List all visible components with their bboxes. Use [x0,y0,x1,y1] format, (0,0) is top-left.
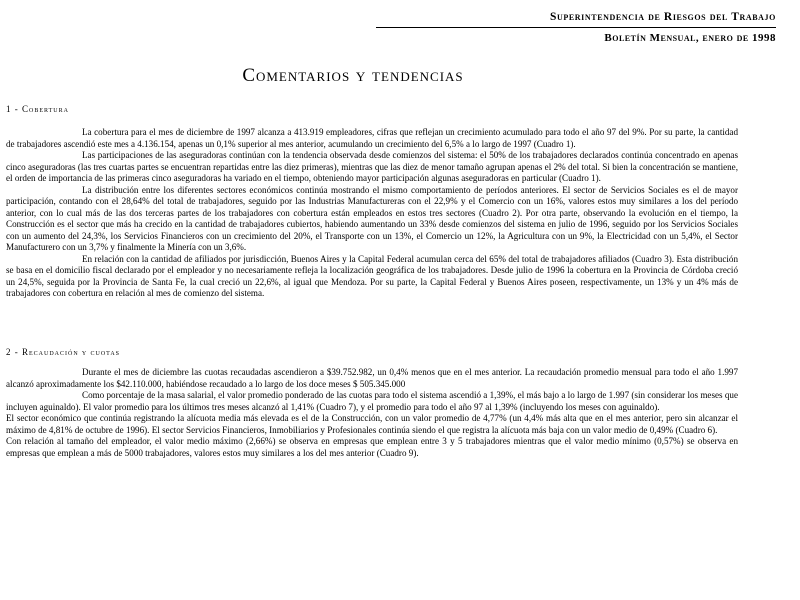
paragraph: Con relación al tamaño del empleador, el valor medio máximo (2,66%) se observa en empresas que emplean entre 3 y 5 trabajadores mientras que el valor medio mínimo (0,57%) se observa en empresas que emplean a más de 5000 trabajadores, valores estos muy similares a los del mes anterior (Cuadro 9). [6,436,738,458]
paragraph: Como porcentaje de la masa salarial, el valor promedio ponderado de las cuotas para todo el sistema ascendió a 1,39%, el más bajo a lo largo de 1.997 (sin considerar los meses que incluyen aguinaldo). El valor promedio para los últimos tres meses alcanzó al 1,41% (Cuadro 7), y el promedio para todo el año 97 al 1,39% (incluyendo los meses con aguinaldo). [6,390,738,412]
bulletin-issue: Boletín Mensual, enero de 1998 [604,32,776,44]
section-heading-recaudacion: 2 - Recaudación y cuotas [6,347,121,357]
page-title: Comentarios y tendencias [242,65,464,86]
section-heading-cobertura: 1 - Cobertura [6,104,69,114]
section-body-recaudacion [6,367,738,459]
organization-name: Superintendencia de Riesgos del Trabajo [550,11,776,23]
header [376,10,776,45]
paragraph: El sector económico que continúa registrando la alícuota media más elevada es el de la Construcción, con un valor promedio de 4,77% (un 4,4% más alta que en el mes anterior, pero sin alcanzar el máximo de 4,81% de octubre de 1996). El sector Servicios Financieros, Inmobiliarios y Profesionales continúa siendo el que registra la alícuota más baja con un valor medio de 0,49% (Cuadro 6). [6,413,738,435]
header-divider [376,27,776,28]
paragraph: En relación con la cantidad de afiliados por jurisdicción, Buenos Aires y la Capital Federal acumulan cerca del 65% del total de trabajadores afiliados (Cuadro 3). Esta distribución se basa en el domicilio fiscal declarado por el empleador y no necesariamente refleja la localización geográfica de los trabajadores. Desde julio de 1996 la cobertura en la Provincia de Córdoba creció un 24,5%, seguida por la Provincia de Santa Fe, la cual creció un 22,6%, al igual que Mendoza. Por su parte, la Capital Federal y Buenos Aires poseen, respectivamente, un 13% y un 4% más de trabajadores con cobertura en relación al mes de comienzo del sistema. [6,253,738,298]
paragraph: La distribución entre los diferentes sectores económicos continúa mostrando el mismo comportamiento de períodos anteriores. El sector de Servicios Sociales es el de mayor participación, contando con el 28,64% del total de trabajadores, seguido por las Industrias Manufactureras con el 22,9% y el Comercio con un 16%, valores estos muy similares a los del período anterior, con lo cual más de las dos terceras partes de los trabajadores con cobertura están empleados en estos tres sectores (Cuadro 2). Por otra parte, observando la evolución en el tiempo, la Construcción es el sector que más ha crecido en la cantidad de trabajadores cubiertos, habiendo aumentando un 33% desde comienzos del sistema en julio de 1996, seguido por los Servicios Sociales con un aumento del 24,3%, los Servicios Financieros con un crecimiento del 20%, el Transporte con un 13%, el Comercio un 12%, la Agricultura con un 9%, la Electricidad con un 5,4%, el Sector Manufacturero con un 3,7% y finalmente la Minería con un 3,6%. [6,184,738,252]
paragraph: Durante el mes de diciembre las cuotas recaudadas ascendieron a $39.752.982, un 0,4% menos que en el mes anterior. La recaudación promedio mensual para todo el año 1.997 alcanzó aproximadamente los $42.110.000, habiéndose recaudado a lo largo de los doce meses $ 505.345.000 [6,367,738,389]
section-body-cobertura [6,127,738,300]
paragraph: Las participaciones de las aseguradoras continúan con la tendencia observada desde comienzos del sistema: el 50% de los trabajadores declarados continúa concentrado en apenas cinco aseguradoras (las tres cuartas partes se encuentran repartidas entre las diez primeras), mientras que las diez de menor tamaño agrupan apenas el 2% del total. Si bien la concentración se mantiene, el orden de importancia de las primeras cinco aseguradoras ha variado en el tiempo, obteniendo mayor participación algunas aseguradoras en particular (Cuadro 1). [6,150,738,183]
paragraph: La cobertura para el mes de diciembre de 1997 alcanza a 413.919 empleadores, cifras que reflejan un crecimiento acumulado para todo el año 97 del 9%. Por su parte, la cantidad de trabajadores ascendió este mes a 4.136.154, apenas un 0,1% superior al mes anterior, acumulando un crecimiento del 6,5% a lo largo de 1997 (Cuadro 1). [6,127,738,149]
